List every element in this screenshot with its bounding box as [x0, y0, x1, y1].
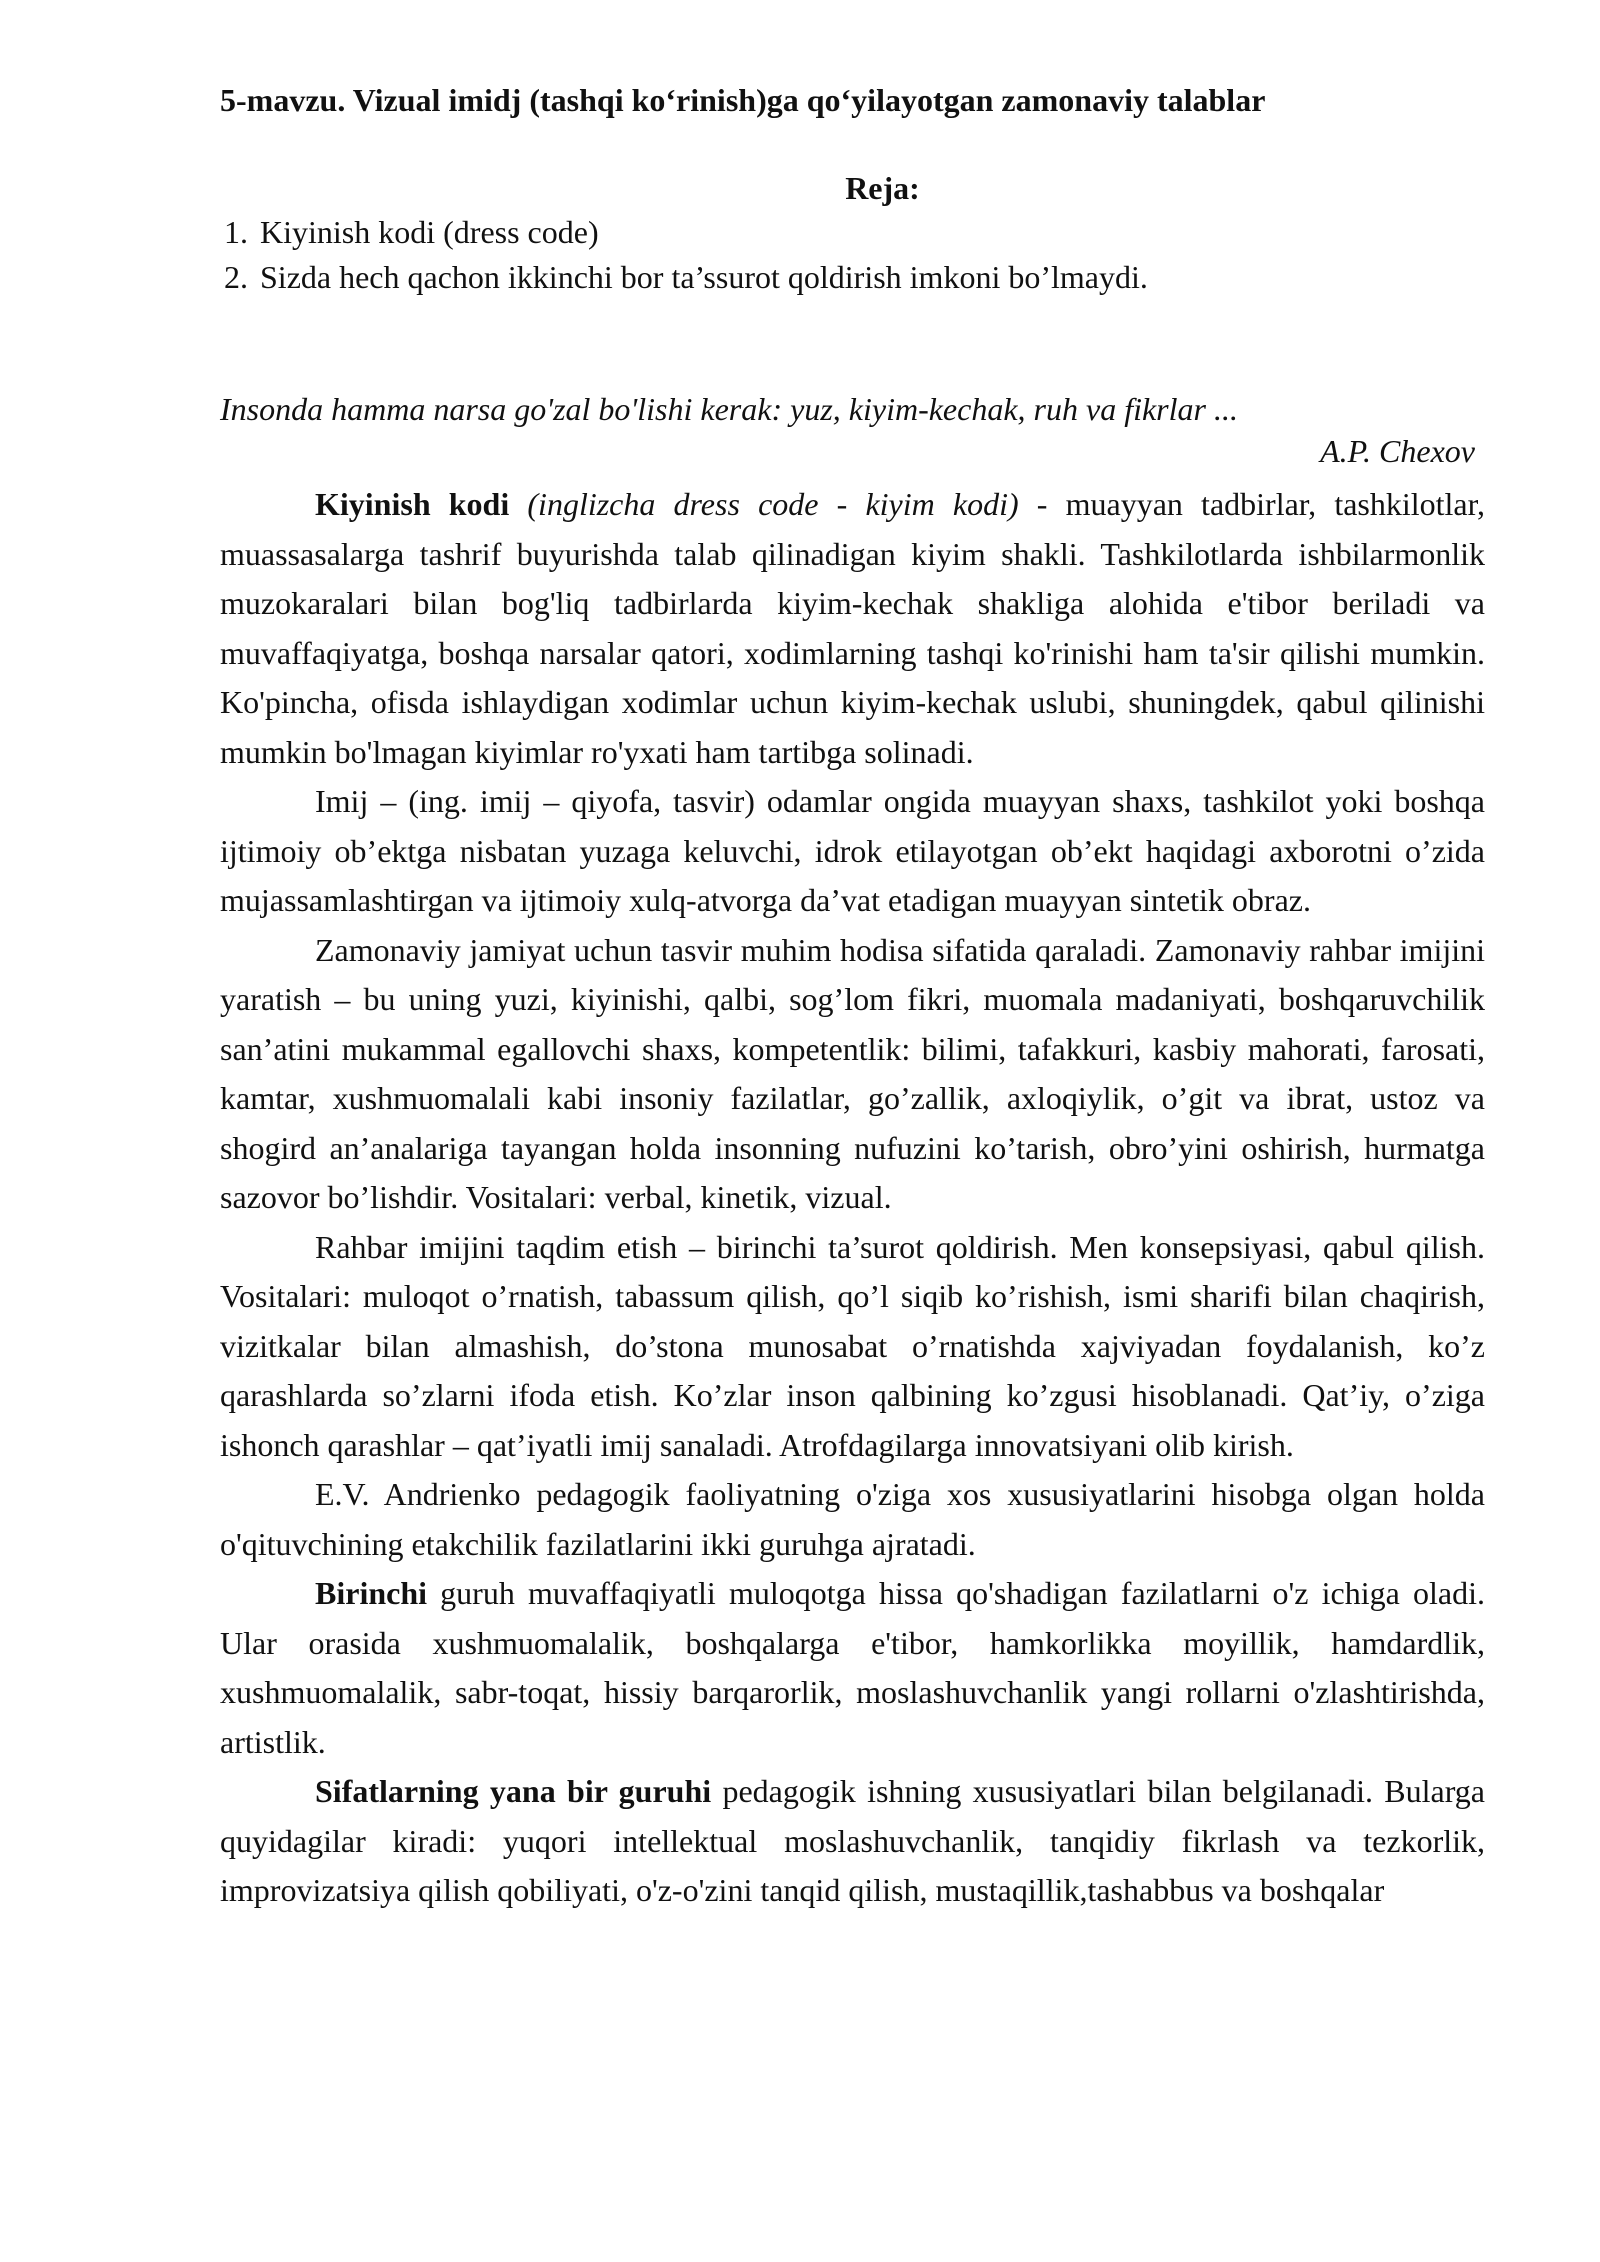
paragraph-text: pedagogik ishning xususiyatlari bilan belgilanadi. Bularga quyidagilar kiradi: yuqori intellektual moslashuvchanlik, tanqidiy fikrlash va tezkorlik, improvizatsiya qilish qobiliyati, o'z-o'zini tanqid qilish, mustaqillik,tashabbus va boshqalar	[220, 1773, 1486, 1908]
paragraph-modern-society: Zamonaviy jamiyat uchun tasvir muhim hodisa sifatida qaraladi. Zamonaviy rahbar imijini yaratish – bu uning yuzi, kiyinishi, qalbi, sog’lom fikri, muomala madaniyati, boshqaruvchilik san’atini mukammal egallovchi shaxs, kompetentlik: bilimi, tafakkuri, kasbiy mahorati, farosati, kamtar, xushmuomalali kabi insoniy fazilatlar, go’zallik, axloqiylik, o’git va ibrat, ustoz va shogird an’analariga tayangan holda insonning nufuzini ko’tarish, obro’yini oshirish, hurmatga sazovor bo’lishdir. Vositalari: verbal, kinetik, vizual.	[220, 931, 1485, 1215]
paragraph-second-group	[220, 1767, 1485, 1916]
document-page	[220, 80, 1485, 1916]
paragraph-text: - muayyan tadbirlar, tashkilotlar, muassasalarga tashrif buyurishda talab qilinadigan kiyim shakli. Tashkilotlarda ishbilarmonlik muzokaralari bilan bog'liq tadbirlarda kiyim-kechak shakliga alohida e'tibor beriladi va muvaffaqiyatga, boshqa narsalar qatori, xodimlarning tashqi ko'rinishi ham ta'sir qilishi mumkin. Ko'pincha, ofisda ishlaydigan xodimlar uchun kiyim-kechak uslubi, shuningdek, qabul qilinishi mumkin bo'lmagan kiyimlar ro'yxati ham tartibga solinadi.	[220, 486, 1486, 770]
plan-item	[224, 255, 1485, 300]
plan-list	[220, 210, 1485, 300]
plan-item-text: Kiyinish kodi (dress code)	[260, 214, 599, 250]
paragraph-leader-image: Rahbar imijini taqdim etish – birinchi ta’surot qoldirish. Men konsepsiyasi, qabul qilish. Vositalari: muloqot o’rnatish, tabassum qilish, qo’l siqib ko’rishish, ismi sharifi bilan chaqirish, vizitkalar bilan almashish, do’stona munosabat o’rnatishda xajviyadan foydalanish, ko’z qarashlarda so’zlarni ifoda etish. Ko’zlar inson qalbining ko’zgusi hisoblanadi. Qat’iy, o’ziga ishonch qarashlar – qat’iyatli imij sanaladi. Atrofdagilarga innovatsiyani olib kirish.	[220, 1228, 1485, 1463]
plan-heading: Reja:	[845, 170, 920, 206]
term-bold: Kiyinish kodi	[315, 486, 510, 522]
epigraph-author: A.P. Chexov	[1320, 433, 1475, 469]
paragraph-dress-code	[220, 480, 1485, 777]
document-body	[220, 480, 1485, 1916]
document-title: 5-mavzu. Vizual imidj (tashqi ko‘rinish)ga qo‘yilayotgan zamonaviy talablar	[220, 82, 1266, 118]
paragraph-image-definition: Imij – (ing. imij – qiyofa, tasvir) odamlar ongida muayyan shaxs, tashkilot yoki boshqa ijtimoiy ob’ektga nisbatan yuzaga keluvchi, idrok etilayotgan ob’ekt haqidagi axborotni o’zida mujassamlashtirgan va ijtimoiy xulq-atvorga da’vat etadigan muayyan sintetik obraz.	[220, 783, 1485, 918]
epigraph-quote: Insonda hamma narsa go'zal bo'lishi kerak: yuz, kiyim-kechak, ruh va fikrlar ...	[220, 391, 1238, 427]
term-translation: (inglizcha dress code - kiyim kodi)	[509, 486, 1019, 522]
plan-item-number: 1.	[224, 214, 248, 250]
term-bold: Birinchi	[315, 1575, 428, 1611]
term-bold: Sifatlarning yana bir guruhi	[315, 1773, 712, 1809]
paragraph-andrienko: E.V. Andrienko pedagogik faoliyatning o'ziga xos xususiyatlarini hisobga olgan holda o'qituvchining etakchilik fazilatlarini ikki guruhga ajratadi.	[220, 1476, 1485, 1562]
paragraph-text: guruh muvaffaqiyatli muloqotga hissa qo'shadigan fazilatlarni o'z ichiga oladi. Ular orasida xushmuomalalik, boshqalarga e'tibor, hamkorlikka moyillik, hamdardlik, xushmuomalalik, sabr-toqat, hissiy barqarorlik, moslashuvchanlik yangi rollarni o'zlashtirishda, artistlik.	[220, 1575, 1485, 1760]
plan-item-text: Sizda hech qachon ikkinchi bor ta’ssurot qoldirish imkoni bo’lmaydi.	[260, 259, 1148, 295]
paragraph-first-group	[220, 1569, 1485, 1767]
plan-item-number: 2.	[224, 259, 248, 295]
plan-item	[224, 210, 1485, 255]
